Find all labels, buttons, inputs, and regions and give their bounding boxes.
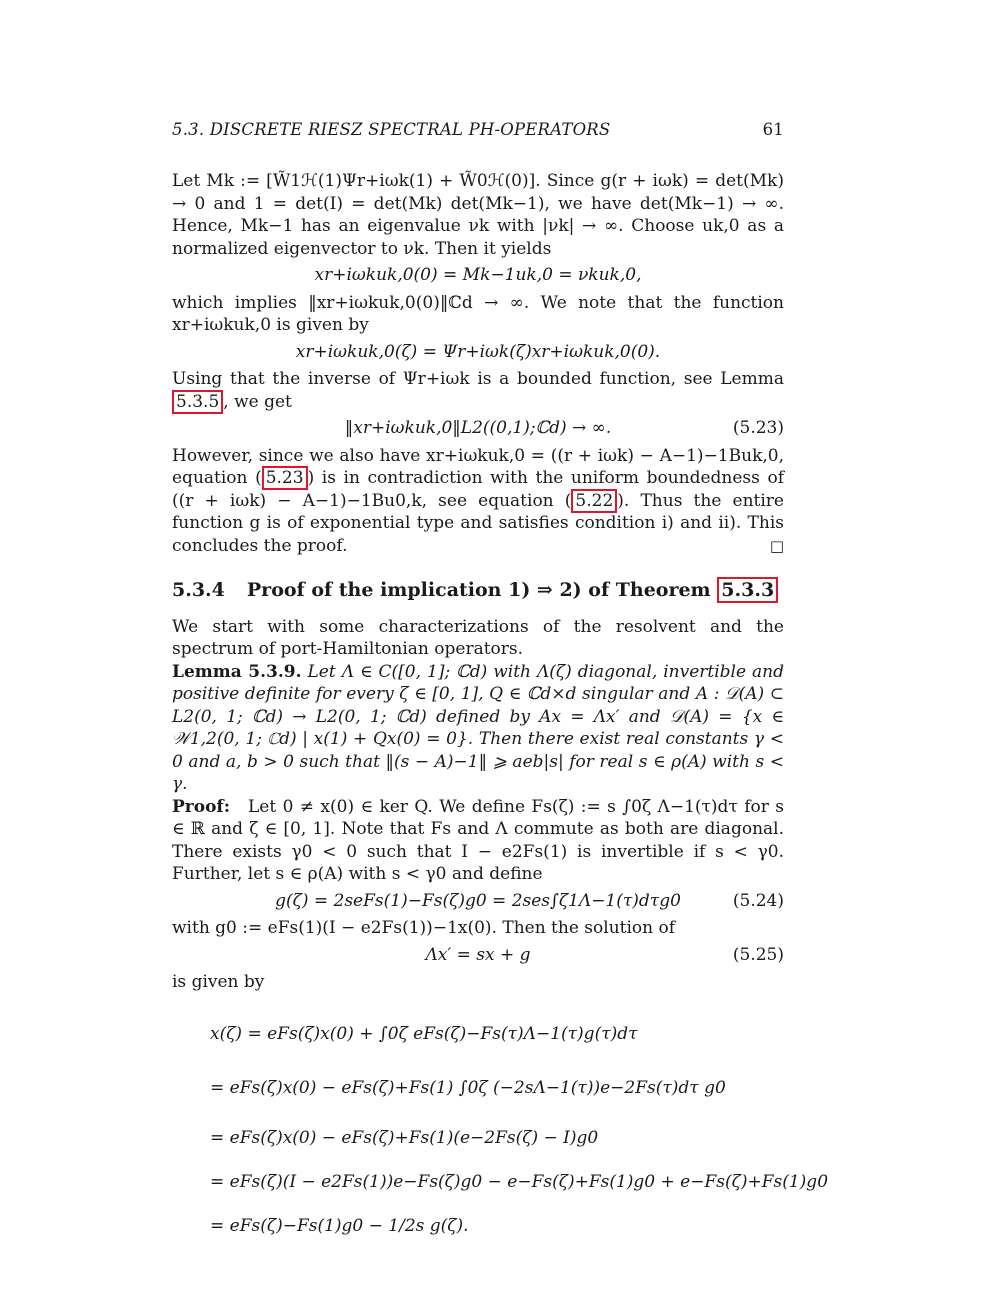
theorem-5-3-3-link[interactable]: 5.3.3 <box>717 577 778 603</box>
equation-5-23-text: ‖xr+iωkuk,0‖L2((0,1);ℂd) → ∞. <box>344 418 612 438</box>
lemma-5-3-5-link[interactable]: 5.3.5 <box>172 390 223 414</box>
lemma-5-3-9 <box>172 661 784 796</box>
paragraph-4-text: However, since we also have xr+iωkuk,0 = ((r + iωk) − A−1)−1Buk,0, equation <box>172 445 784 488</box>
equation-5-25-text: Λx′ = sx + g <box>425 944 531 965</box>
equation-5-24-text: g(ζ) = 2seFs(1)−Fs(ζ)g0 = 2ses∫ζ1Λ−1(τ)dτg0 <box>275 890 681 911</box>
equation-5-23 <box>172 417 784 440</box>
derivation-line: = eFs(ζ)−Fs(1)g0 − 1/2s g(ζ). <box>210 1215 469 1236</box>
equation-a <box>172 264 784 287</box>
paragraph-1: Let Mk := [W̃1ℋ(1)Ψr+iωk(1) + W̃0ℋ(0)]. Since g(r + iωk) = det(Mk) → 0 and 1 = det(I) = det(Mk) det(Mk−1), we have det(Mk−1) → ∞. Hence, Mk−1 has an eigenvalue νk with |νk| → ∞. Choose uk,0 as a normalized eigenvector to νk. Then it yields <box>172 171 784 259</box>
equation-5-22-link[interactable]: 5.22 <box>571 489 617 513</box>
equation-b <box>172 341 784 364</box>
paragraph-4-middle: is in contradiction with the uniform boundedness of ((r + iωk) − A−1)−1Bu0,k, see equation <box>172 468 784 511</box>
paragraph-4-tail: . Thus the entire function g is of exponential type and satisfies condition i) and ii). This concludes the proof. <box>172 490 784 556</box>
lemma-label: Lemma 5.3.9. <box>172 661 302 682</box>
paragraph-3-tail: , we get <box>223 391 292 412</box>
qed-symbol: □ <box>769 536 784 555</box>
paragraph-3 <box>172 368 784 413</box>
running-header <box>172 120 784 139</box>
proof-text: Let 0 ≠ x(0) ∈ ker Q. We define Fs(ζ) := s ∫0ζ Λ−1(τ)dτ for s ∈ ℝ and ζ ∈ [0, 1]. Note that Fs and Λ commute as both are diagonal. There exists γ0 < 0 such that I − e2Fs(1) is invertible if s < γ0. Further, let s ∈ ρ(A) with s < γ0 and define <box>172 796 784 884</box>
equation-number: (5.25) <box>732 944 784 965</box>
equation-a-text: xr+iωkuk,0(0) = Mk−1uk,0 = νkuk,0, <box>314 265 642 285</box>
proof <box>172 796 784 886</box>
equation-5-23-link[interactable]: 5.23 <box>262 466 308 490</box>
page-number: 61 <box>762 120 784 139</box>
derivation-line: = eFs(ζ)(I − e2Fs(1))e−Fs(ζ)g0 − e−Fs(ζ)+Fs(1)g0 + e−Fs(ζ)+Fs(1)g0 <box>210 1171 829 1192</box>
equation-5-24 <box>172 890 784 913</box>
intro-paragraph: We start with some characterizations of the resolvent and the spectrum of port-Hamiltonian operators. <box>172 616 784 659</box>
equation-number: (5.24) <box>732 890 784 911</box>
derivation-line: = eFs(ζ)x(0) − eFs(ζ)+Fs(1) ∫0ζ (−2sΛ−1(τ))e−2Fs(τ)dτ g0 <box>210 1077 726 1098</box>
section-number: 5.3.4 <box>172 579 225 601</box>
page-body <box>172 170 829 1248</box>
running-title: 5.3. DISCRETE RIESZ SPECTRAL PH-OPERATORS <box>172 120 611 139</box>
derivation-line: x(ζ) = eFs(ζ)x(0) + ∫0ζ eFs(ζ)−Fs(τ)Λ−1(τ)g(τ)dτ <box>210 1023 638 1044</box>
paragraph-2: which implies ‖xr+iωkuk,0(0)‖ℂd → ∞. We note that the function xr+iωkuk,0 is given by <box>172 292 784 335</box>
lemma-statement: Let Λ ∈ C([0, 1]; ℂd) with Λ(ζ) diagonal, invertible and positive definite for every ζ ∈ [0, 1], Q ∈ ℂd×d singular and A : 𝒟(A) ⊂ L2(0, 1; ℂd) → L2(0, 1; ℂd) defined by Ax = Λx′ and 𝒟(A) = {x ∈ 𝒲1,2(0, 1; ℂd) | x(1) + Qx(0) = 0}. Then there exist real constants γ < 0 and a, b > 0 such that ‖(s − A)−1‖ ⩾ aeb|s| for real s ∈ ρ(A) with s < γ. <box>172 661 785 794</box>
derivation-line: = eFs(ζ)x(0) − eFs(ζ)+Fs(1)(e−2Fs(ζ) − I)g0 <box>210 1127 599 1148</box>
equation-5-25 <box>172 944 784 967</box>
proof-label: Proof: <box>172 796 231 817</box>
paragraph-6: is given by <box>172 972 265 992</box>
paragraph-5: with g0 := eFs(1)(I − e2Fs(1))−1x(0). Then the solution of <box>172 918 676 938</box>
aligned-derivation <box>172 1008 829 1248</box>
paragraph-3-text: Using that the inverse of Ψr+iωk is a bounded function, see Lemma <box>172 369 784 389</box>
equation-b-text: xr+iωkuk,0(ζ) = Ψr+iωk(ζ)xr+iωkuk,0(0). <box>295 341 661 362</box>
equation-number: (5.23) <box>732 418 784 438</box>
section-heading <box>172 579 784 602</box>
section-title: Proof of the implication 1) ⇒ 2) of Theorem <box>246 579 718 601</box>
paragraph-4: However, since we also have xr+iωkuk,0 = ((r + iωk) − A−1)−1Buk,0, equation ( 5.23 ) is in contradiction with the uniform boundedness of ((r + iωk) − A−1)−1Bu0,k, see equation ( 5.22 ). Thus the entire function g is of exponential type and satisfies condition i) and ii). This concludes the proof. □ <box>172 445 784 556</box>
